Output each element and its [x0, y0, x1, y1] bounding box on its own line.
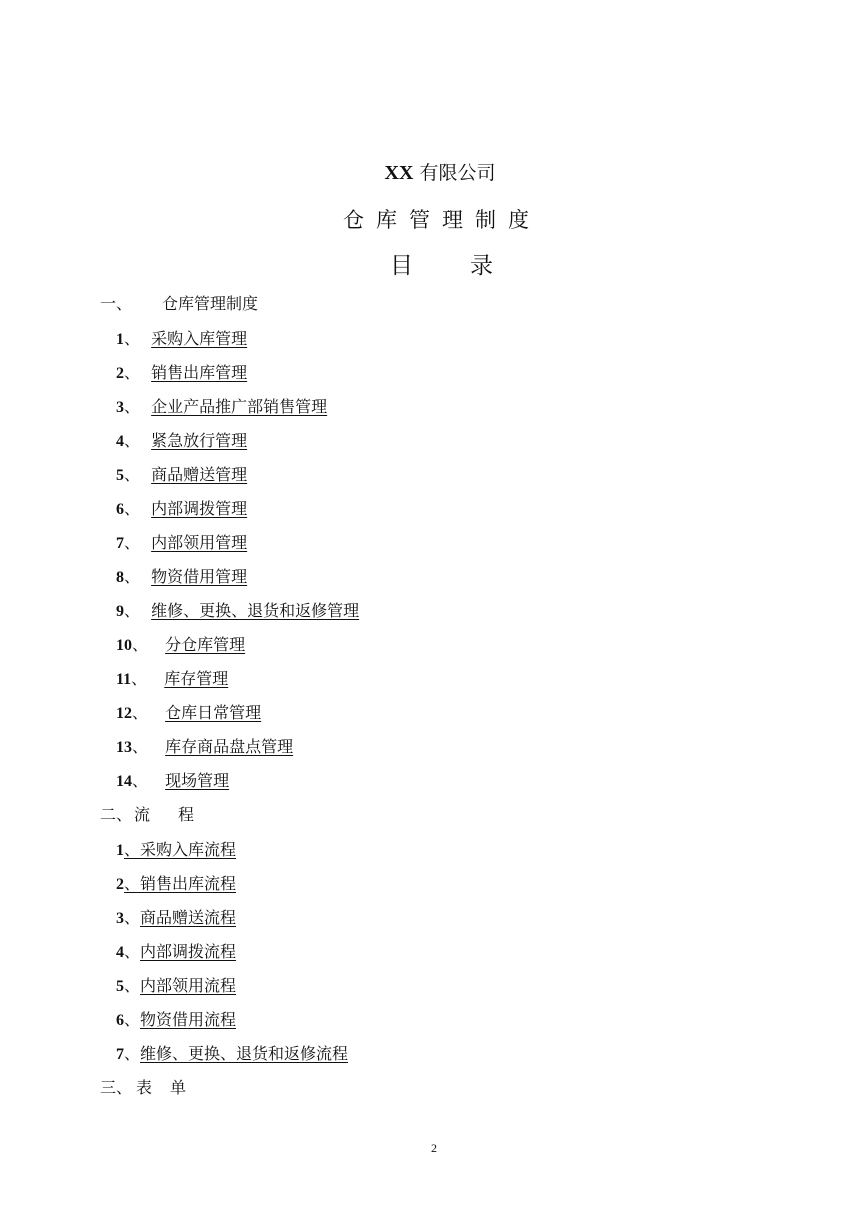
entry-number: 14: [116, 773, 132, 790]
entry-number: 13: [116, 739, 132, 756]
entry-separator: 、: [124, 908, 141, 927]
entry-separator: 、: [124, 567, 141, 586]
entry-number: 3: [116, 910, 124, 927]
entry-separator: 、: [124, 942, 141, 961]
toc-heading-char-2: 录: [470, 253, 493, 279]
toc-entry[interactable]: [116, 429, 247, 453]
entry-link[interactable]: 企业产品推广部销售管理: [151, 397, 328, 416]
toc-heading: [390, 249, 510, 283]
entry-separator: 、: [124, 499, 141, 518]
entry-separator: 、: [124, 329, 141, 348]
toc-entry[interactable]: [116, 701, 261, 725]
section-title-part-2: 程: [178, 805, 195, 824]
entry-number: 4: [116, 433, 124, 450]
toc-entry[interactable]: [116, 531, 247, 555]
entry-number: 7: [116, 1046, 124, 1063]
entry-number: 4: [116, 944, 124, 961]
entry-link[interactable]: 库存管理: [164, 669, 229, 688]
entry-link[interactable]: 采购入库流程: [140, 840, 237, 859]
entry-separator: 、: [124, 840, 141, 859]
toc-entry[interactable]: [116, 906, 236, 930]
entry-number: 6: [116, 501, 124, 518]
entry-number: 11: [116, 671, 132, 688]
entry-number: 2: [116, 365, 124, 382]
toc-entry[interactable]: [116, 463, 247, 487]
entry-number: 8: [116, 569, 124, 586]
entry-number: 1: [116, 842, 124, 859]
toc-entry[interactable]: [116, 1008, 236, 1032]
section-number: 三、: [100, 1078, 133, 1097]
entry-separator: 、: [124, 397, 141, 416]
toc-entry[interactable]: [116, 735, 293, 759]
entry-separator: 、: [124, 1010, 141, 1029]
entry-number: 7: [116, 535, 124, 552]
section-title-part-1: 表: [136, 1078, 153, 1097]
toc-entry[interactable]: [116, 1042, 348, 1066]
entry-number: 2: [116, 876, 124, 893]
entry-number: 6: [116, 1012, 124, 1029]
entry-link[interactable]: 内部领用流程: [140, 976, 237, 995]
entry-link[interactable]: 销售出库管理: [151, 363, 248, 382]
entry-number: 5: [116, 467, 124, 484]
entry-separator: 、: [124, 431, 141, 450]
toc-entry[interactable]: [116, 599, 359, 623]
entry-separator: 、: [124, 874, 141, 893]
entry-link[interactable]: 商品赠送管理: [151, 465, 248, 484]
company-name: [0, 158, 868, 188]
toc-entry[interactable]: [116, 327, 247, 351]
page-number: 2: [431, 1141, 437, 1155]
entry-link[interactable]: 内部调拨管理: [151, 499, 248, 518]
toc-entry[interactable]: [116, 395, 327, 419]
company-name-prefix: XX: [384, 162, 414, 184]
entry-link[interactable]: 维修、更换、退货和返修流程: [140, 1044, 349, 1063]
entry-link[interactable]: 现场管理: [165, 771, 230, 790]
entry-number: 10: [116, 637, 132, 654]
section-number: 二、: [100, 805, 133, 824]
entry-link[interactable]: 库存商品盘点管理: [165, 737, 294, 756]
entry-link[interactable]: 仓库日常管理: [165, 703, 262, 722]
entry-separator: 、: [132, 771, 149, 790]
entry-separator: 、: [124, 601, 141, 620]
entry-link[interactable]: 内部调拨流程: [140, 942, 237, 961]
entry-separator: 、: [132, 737, 149, 756]
entry-separator: 、: [132, 703, 149, 722]
toc-entry[interactable]: [116, 361, 247, 385]
section-title-part-1: 流: [134, 805, 151, 824]
section-number: 一、: [100, 294, 133, 313]
entry-link[interactable]: 分仓库管理: [165, 635, 246, 654]
toc-entry[interactable]: [116, 497, 247, 521]
section-heading-3: [100, 1076, 300, 1100]
entry-separator: 、: [124, 976, 141, 995]
entry-link[interactable]: 维修、更换、退货和返修管理: [151, 601, 360, 620]
toc-entry[interactable]: [116, 872, 236, 896]
entry-link[interactable]: 内部领用管理: [151, 533, 248, 552]
toc-entry[interactable]: [116, 838, 236, 862]
document-title: 仓库管理制度: [343, 208, 541, 232]
toc-entry[interactable]: [116, 940, 236, 964]
entry-link[interactable]: 物资借用流程: [140, 1010, 237, 1029]
entry-link[interactable]: 紧急放行管理: [151, 431, 248, 450]
entry-separator: 、: [132, 635, 149, 654]
entry-link[interactable]: 销售出库流程: [140, 874, 237, 893]
entry-number: 3: [116, 399, 124, 416]
entry-number: 1: [116, 331, 124, 348]
entry-number: 12: [116, 705, 132, 722]
entry-number: 5: [116, 978, 124, 995]
entry-link[interactable]: 商品赠送流程: [140, 908, 237, 927]
toc-entry[interactable]: [116, 769, 229, 793]
toc-entry[interactable]: [116, 565, 247, 589]
entry-separator: 、: [124, 465, 141, 484]
entry-separator: 、: [124, 1044, 141, 1063]
entry-number: 9: [116, 603, 124, 620]
toc-entry[interactable]: [116, 633, 245, 657]
section-title: 仓库管理制度: [162, 294, 259, 313]
company-name-suffix: 有限公司: [419, 162, 496, 184]
entry-separator: 、: [131, 669, 148, 688]
toc-entry[interactable]: [116, 667, 228, 691]
toc-entry[interactable]: [116, 974, 236, 998]
toc-heading-char-1: 目: [390, 253, 413, 279]
entry-separator: 、: [124, 363, 141, 382]
entry-link[interactable]: 采购入库管理: [151, 329, 248, 348]
entry-separator: 、: [124, 533, 141, 552]
section-title-part-2: 单: [170, 1078, 187, 1097]
entry-link[interactable]: 物资借用管理: [151, 567, 248, 586]
section-heading-2: [100, 803, 300, 827]
section-heading-1: [100, 292, 400, 316]
